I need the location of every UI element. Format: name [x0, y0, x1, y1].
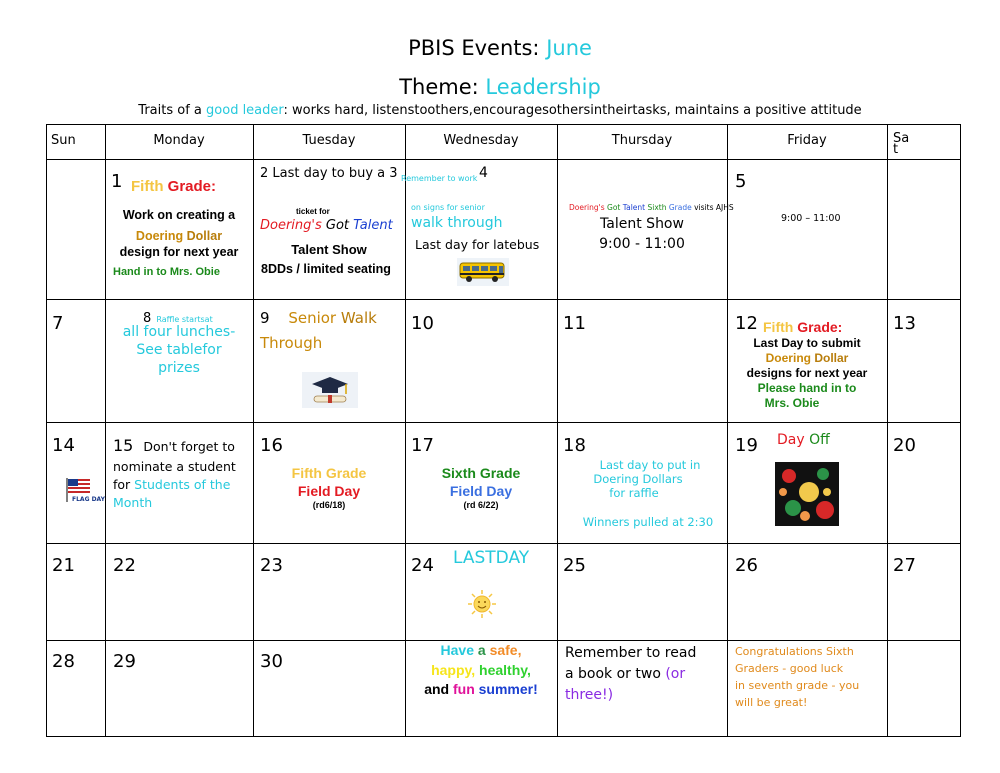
- day-number: 21: [52, 555, 75, 576]
- day-number: 11: [563, 313, 586, 334]
- flag-icon: [63, 476, 105, 504]
- event-text: fun: [452, 681, 475, 697]
- day-number: 29: [113, 651, 136, 672]
- event-text: a book or two: [565, 666, 661, 682]
- event-text: Don't forget to: [143, 439, 235, 454]
- day-number: 26: [735, 555, 758, 576]
- event-text: Last day to buy a: [272, 166, 386, 181]
- header-tue: Tuesday: [302, 133, 356, 148]
- event-text: (rd6/18): [312, 500, 346, 510]
- grid-line: [887, 125, 888, 736]
- event-text: Winners pulled at 2:30: [582, 515, 714, 529]
- event-text: [113, 436, 235, 455]
- day-number: 13: [893, 313, 916, 334]
- event-text: Mrs. Obie: [764, 396, 820, 410]
- event-text: Last day to put in: [599, 458, 701, 472]
- day-number: 20: [893, 435, 916, 456]
- day-number: 1: [111, 171, 123, 192]
- event-text: Dollar: [814, 351, 849, 365]
- school-bus-icon: [457, 258, 509, 286]
- event-text: [260, 309, 377, 327]
- event-text: Sixth: [647, 203, 667, 212]
- summer-message: [405, 642, 557, 658]
- event-text: [113, 477, 230, 492]
- day-number: 24: [411, 555, 434, 576]
- event-text: all four lunches-: [122, 324, 236, 340]
- event-text: in seventh grade - you: [735, 679, 860, 692]
- event-text: [105, 229, 253, 243]
- theme-prefix: Theme:: [399, 75, 479, 99]
- day-number: 16: [260, 435, 283, 456]
- traits-rest: : works hard, listenstoothers,encouragesothersintheirtasks, maintains a positive attitude: [283, 103, 862, 118]
- event-text: (or: [665, 666, 686, 682]
- day-number: 2: [260, 166, 269, 181]
- header-wed: Wednesday: [443, 133, 519, 148]
- juneteenth-artwork-icon: [775, 462, 839, 526]
- event-text: Talent: [622, 203, 646, 212]
- day-number: 10: [411, 313, 434, 334]
- event-text: on signs for senior: [411, 203, 485, 212]
- event-text: Fifth: [763, 319, 794, 335]
- event-text: healthy,: [479, 662, 531, 678]
- traits-highlight: good leader: [206, 103, 284, 118]
- event-text: Students of the: [134, 477, 231, 492]
- day-number: 27: [893, 555, 916, 576]
- day-number: 18: [563, 435, 586, 456]
- day-number: 30: [260, 651, 283, 672]
- event-text: [565, 666, 685, 682]
- title-month: June: [546, 36, 592, 60]
- event-text: Raffle startsat: [156, 315, 213, 324]
- event-text: happy,: [431, 662, 476, 678]
- event-text: Got: [325, 218, 350, 233]
- calendar-grid: [46, 124, 961, 737]
- event-text: [777, 432, 830, 448]
- event-text: Remember to read: [565, 645, 697, 661]
- event-text: Last day for latebus: [415, 237, 540, 252]
- summer-message: [405, 662, 557, 678]
- event-text: Month: [113, 495, 153, 510]
- grid-line: [47, 640, 960, 641]
- event-text: Have: [440, 642, 474, 658]
- day-number: 28: [52, 651, 75, 672]
- day-number: 7: [52, 313, 64, 334]
- header-mon: Monday: [153, 133, 205, 148]
- event-text: 8DDs / limited seating: [261, 262, 391, 276]
- event-text: 9:00 - 11:00: [599, 236, 685, 252]
- day-number: 4: [479, 165, 488, 181]
- grid-line: [727, 125, 728, 736]
- grid-line: [47, 159, 960, 160]
- theme-value: Leadership: [485, 75, 601, 99]
- event-text: walk through: [411, 215, 503, 231]
- event-text: Doering: [765, 351, 811, 365]
- title-prefix: PBIS Events:: [408, 36, 540, 60]
- traits-prefix: Traits of a: [138, 103, 202, 118]
- day-number: 15: [113, 436, 134, 455]
- header-sat: Sat: [893, 131, 910, 157]
- event-text: Talent: [353, 218, 393, 233]
- event-text: nominate a student: [113, 459, 236, 474]
- event-text: and: [424, 681, 450, 697]
- event-text: visits AJHS: [694, 203, 734, 212]
- event-text: prizes: [158, 360, 200, 376]
- event-text: Doering Dollars: [593, 472, 683, 486]
- day-number: 9: [260, 309, 270, 327]
- event-heading: [763, 319, 842, 335]
- day-number: 12: [735, 313, 758, 334]
- event-text: Field Day: [449, 483, 513, 499]
- event-text: [260, 166, 398, 181]
- event-text: Dollar: [186, 229, 223, 243]
- event-text: Fifth: [131, 178, 164, 195]
- event-text: Talent Show: [600, 216, 684, 232]
- event-text: Doering's: [260, 218, 322, 233]
- day-number: 22: [113, 555, 136, 576]
- summer-message: [405, 681, 557, 697]
- event-text: Work on creating a: [122, 208, 236, 222]
- event-text: Last Day to submit: [753, 336, 861, 350]
- event-text: Sixth Grade: [441, 465, 521, 481]
- event-text: for raffle: [609, 486, 659, 500]
- event-heading: [131, 178, 216, 195]
- event-text: See tablefor: [136, 342, 222, 358]
- theme-line: [0, 75, 1000, 99]
- event-text: Hand in to Mrs. Obie: [113, 266, 220, 278]
- event-text: Congratulations Sixth: [735, 645, 854, 658]
- event-text: safe,: [489, 642, 522, 658]
- event-text: Talent Show: [291, 242, 367, 257]
- event-text: LASTDAY: [453, 548, 530, 568]
- day-number: 19: [735, 435, 758, 456]
- event-text: Please hand in to: [757, 381, 857, 395]
- event-text: Graders - good luck: [735, 662, 844, 675]
- event-text: Off: [809, 432, 830, 448]
- graduation-cap-icon: [302, 372, 358, 408]
- header-sun: Sun: [51, 133, 76, 148]
- day-number: 8: [143, 311, 152, 326]
- event-text: will be great!: [735, 696, 808, 709]
- event-text: designs for next year: [746, 366, 868, 380]
- traits-line: [0, 103, 1000, 118]
- event-text: (rd 6/22): [463, 500, 499, 510]
- event-text: Fifth Grade: [291, 465, 367, 481]
- header-fri: Friday: [787, 133, 827, 148]
- day-number: 25: [563, 555, 586, 576]
- grid-line: [47, 422, 960, 423]
- event-text: Day: [777, 432, 805, 448]
- event-text: design for next year: [119, 245, 239, 259]
- event-text: [727, 351, 887, 365]
- event-text: [569, 203, 734, 212]
- event-text: Walk: [340, 309, 377, 327]
- day-number: 14: [52, 435, 75, 456]
- event-text: ticket for: [296, 207, 330, 216]
- event-text: Grade:: [797, 319, 843, 335]
- page-title: [0, 36, 1000, 60]
- event-text: Grade: [668, 203, 692, 212]
- event-text: [260, 218, 393, 233]
- grid-line: [253, 125, 254, 736]
- event-text: Remember to work: [401, 174, 478, 183]
- event-text: Doering's: [569, 203, 605, 212]
- event-text: Through: [260, 334, 323, 352]
- grid-line: [47, 543, 960, 544]
- grid-line: [47, 299, 960, 300]
- event-text: a: [477, 642, 486, 658]
- event-text: summer!: [478, 681, 538, 697]
- event-text: Grade:: [167, 178, 217, 195]
- flag-label: FLAG DAY: [72, 496, 105, 503]
- event-text: Got: [607, 203, 621, 212]
- event-text: Senior: [288, 309, 337, 327]
- day-number: 23: [260, 555, 283, 576]
- event-text: for: [113, 477, 131, 492]
- event-text: 9:00 – 11:00: [781, 213, 841, 224]
- event-text: Field Day: [297, 483, 361, 499]
- event-text: three!): [565, 687, 614, 703]
- day-number: 17: [411, 435, 434, 456]
- header-thu: Thursday: [611, 133, 673, 148]
- sun-icon: [465, 589, 499, 619]
- event-text: Doering: [135, 229, 184, 243]
- day-number: 3: [389, 166, 398, 181]
- day-number: 5: [735, 171, 747, 192]
